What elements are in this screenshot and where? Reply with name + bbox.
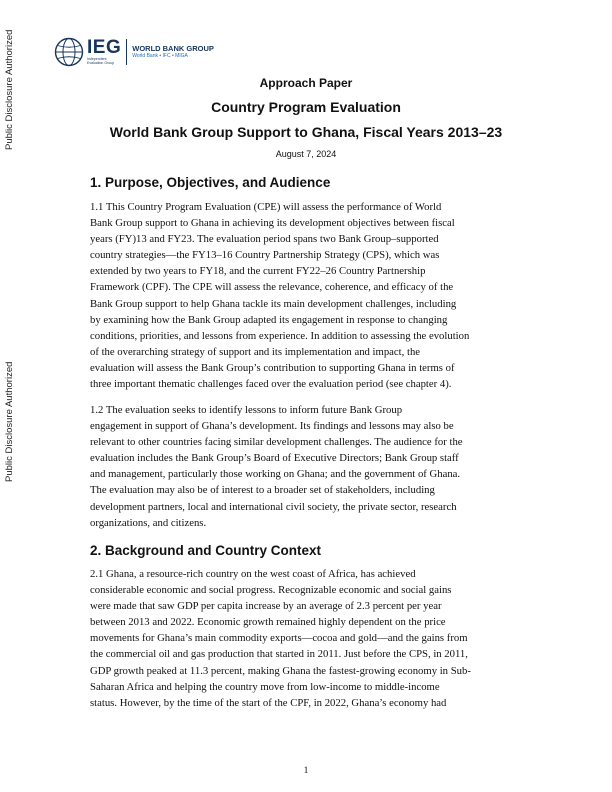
text-line: country strategies—the FY13–16 Country Partnership Strategy (CPS), which was	[90, 249, 440, 262]
wbg-subtitle: World Bank • IFC • MIGA	[132, 53, 188, 59]
text-line: by examining how the Bank Group adapted its engagement in response to changing	[90, 313, 448, 326]
ieg-wbg-logo	[54, 34, 214, 70]
text-line: years (FY)13 and FY23. The evaluation period spans two Bank Group–supported	[90, 233, 439, 246]
wbg-name: WORLD BANK GROUP	[132, 44, 214, 53]
text-line: Bank Group support to Ghana in achieving its development objectives between fiscal	[90, 217, 455, 230]
text-line: extended by two years to FY18, and the current FY22–26 Country Partnership	[90, 265, 426, 278]
text-line: three important thematic challenges faced over the evaluation period (see chapter 4).	[90, 378, 452, 391]
text-line: between 2013 and 2022. Economic growth remained highly dependent on the price	[90, 616, 446, 629]
page-number: 1	[303, 766, 309, 776]
text-line: Bank Group support to help Ghana tackle its main development challenges, including	[90, 297, 457, 310]
text-line: conditions, priorities, and lessons from experience. In addition to assessing the evolution	[90, 329, 470, 342]
paragraph-1-1	[90, 199, 526, 392]
text-line: the commercial oil and gas production that started in 2011. Just before the CPS, in 2011,	[90, 648, 468, 661]
doc-title-line1: Country Program Evaluation	[211, 99, 401, 115]
text-line: evaluation includes the Bank Group’s Board of Executive Directors; Bank Group staff	[90, 452, 459, 465]
paragraph-1-2	[90, 402, 526, 531]
wbg-mark	[132, 44, 214, 60]
doc-title-line2: World Bank Group Support to Ghana, Fiscal Years 2013–23	[109, 124, 503, 140]
text-line: 1.2 The evaluation seeks to identify lessons to inform future Bank Group	[90, 404, 403, 416]
logo-divider	[126, 39, 127, 65]
disclosure-label-top: Public Disclosure Authorized	[4, 29, 15, 150]
text-line: status. However, by the time of the start of the CPF, in 2022, Ghana’s economy had	[90, 696, 447, 709]
paragraph-2-1	[90, 566, 526, 711]
text-line: development partners, local and international civil society, the private sector, research	[90, 500, 457, 513]
doc-type: Approach Paper	[259, 76, 353, 90]
globe-icon	[54, 37, 84, 67]
text-line: engagement in support of Ghana’s development. Its findings and lessons may also be	[90, 420, 454, 433]
text-line: Saharan Africa and helping the country move from low-income to middle-income	[90, 680, 440, 693]
text-line: 1.1 This Country Program Evaluation (CPE) will assess the performance of World	[90, 201, 442, 213]
section-heading-2: 2. Background and Country Context	[90, 543, 322, 558]
text-line: and management, particularly those working on Ghana; and the government of Ghana.	[90, 468, 461, 481]
section-heading-1: 1. Purpose, Objectives, and Audience	[90, 175, 331, 190]
ieg-mark	[87, 39, 121, 65]
text-line: movements for Ghana’s main commodity exports—cocoa and gold—and the gains from	[90, 632, 468, 645]
disclosure-label-bottom: Public Disclosure Authorized	[4, 361, 15, 482]
text-line: GDP growth peaked at 11.3 percent, making Ghana the fastest-growing economy in Sub-	[90, 664, 471, 677]
text-line: organizations, and citizens.	[90, 516, 207, 529]
text-line: 2.1 Ghana, a resource-rich country on the west coast of Africa, has achieved	[90, 568, 416, 580]
text-line: Framework (CPF). The CPE will assess the relevance, coherence, and efficacy of the	[90, 281, 454, 294]
text-line: evaluation will assess the Bank Group’s contribution to supporting Ghana in terms of	[90, 361, 455, 374]
ieg-wordmark: IEG	[87, 37, 122, 58]
text-line: of the overarching strategy of support and its implementation and impact, the	[90, 345, 421, 358]
ieg-subtitle: Independent Evaluation Group	[87, 57, 115, 65]
text-line: were made that saw GDP per capita increase by an average of 2.3 percent per year	[90, 600, 442, 613]
text-line: considerable economic and social progress. Recognizable economic and social gains	[90, 584, 452, 597]
doc-date: August 7, 2024	[275, 149, 337, 159]
text-line: The evaluation may also be of interest to a broader set of stakeholders, including	[90, 484, 435, 497]
text-line: relevant to other countries facing similar development challenges. The audience for the	[90, 436, 463, 449]
